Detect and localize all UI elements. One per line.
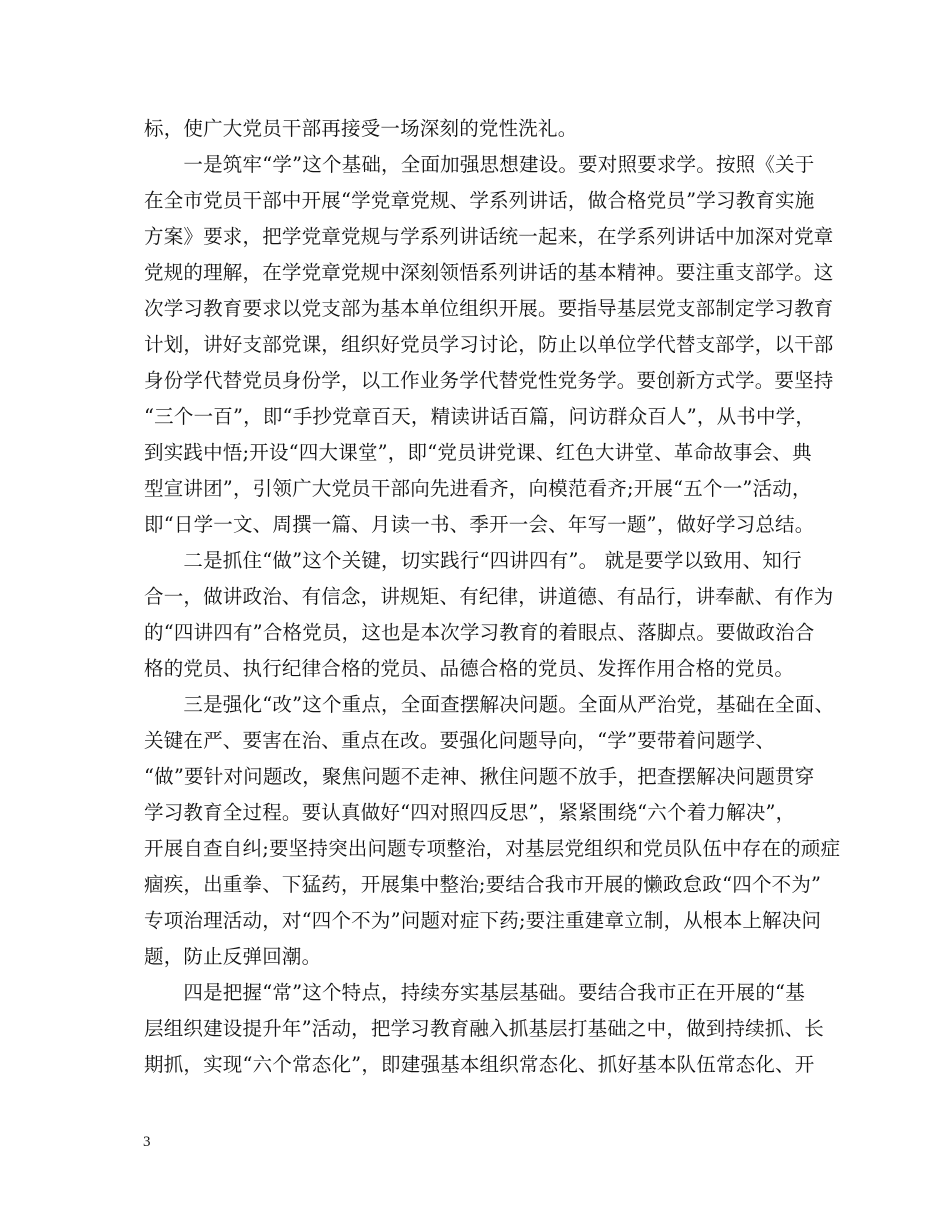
text-line: 计划，讲好支部党课，组织好党员学习讨论，防止以单位学代替支部学，以干部 — [144, 333, 834, 356]
text-line: 到实践中悟;开设“四大课堂”，即“党员讲党课、红色大讲堂、革命故事会、典 — [144, 441, 812, 464]
text-line: 身份学代替党员身份学，以工作业务学代替党性党务学。要创新方式学。要坚持 — [144, 369, 834, 392]
text-line: 题，防止反弹回潮。 — [144, 945, 322, 968]
text-line: 一是筑牢“学”这个基础，全面加强思想建设。要对照要求学。按照《关于 — [144, 153, 815, 176]
text-line: 格的党员、执行纪律合格的党员、品德合格的党员、发挥作用合格的党员。 — [144, 657, 795, 680]
text-line: 次学习教育要求以党支部为基本单位组织开展。要指导基层党支部制定学习教育 — [144, 297, 834, 320]
text-line: “三个一百”，即“手抄党章百天，精读讲话百篇，问访群众百人”，从书中学， — [144, 405, 816, 428]
text-line: “做”要针对问题改，聚焦问题不走神、揪住问题不放手，把查摆解决问题贯穿 — [144, 765, 815, 788]
text-line: 合一，做讲政治、有信念，讲规矩、有纪律，讲道德、有品行，讲奉献、有作为 — [144, 585, 834, 608]
text-line: 二是抓住“做”这个关键，切实践行“四讲四有”。 就是要学以致用、知行 — [144, 549, 802, 572]
text-line: 方案》要求，把学党章党规与学系列讲话统一起来，在学系列讲话中加深对党章 — [144, 225, 834, 248]
text-line: 在全市党员干部中开展“学党章党规、学系列讲话，做合格党员”学习教育实施 — [144, 189, 815, 212]
text-line: 即“日学一文、周撰一篇、月读一书、季开一会、年写一题”，做好学习总结。 — [144, 513, 815, 536]
page-number: 3 — [143, 1134, 151, 1150]
text-line: 开展自查自纠;要坚持突出问题专项整治，对基层党组织和党员队伍中存在的顽症 — [144, 837, 841, 860]
text-line: 专项治理活动，对“四个不为”问题对症下药;要注重建章立制，从根本上解决问 — [144, 909, 822, 932]
text-line: 痼疾，出重拳、下猛药，开展集中整治;要结合我市开展的懒政怠政“四个不为” — [144, 873, 822, 896]
text-line: 期抓，实现“六个常态化”，即建强基本组织常态化、抓好基本队伍常态化、开 — [144, 1053, 815, 1076]
text-line: 层组织建设提升年”活动，把学习教育融入抓基层打基础之中，做到持续抓、长 — [144, 1017, 824, 1040]
text-line: 学习教育全过程。要认真做好“四对照四反思”，紧紧围绕“六个着力解决”， — [144, 801, 796, 824]
text-line: 标，使广大党员干部再接受一场深刻的党性洗礼。 — [144, 117, 578, 140]
text-line: 关键在严、要害在治、重点在改。要强化问题导向，“学”要带着问题学、 — [144, 729, 776, 752]
text-line: 的“四讲四有”合格党员，这也是本次学习教育的着眼点、落脚点。要做政治合 — [144, 621, 815, 644]
text-line: 三是强化“改”这个重点，全面查摆解决问题。全面从严治党，基础在全面、 — [144, 693, 835, 716]
text-line: 四是把握“常”这个特点，持续夯实基层基础。要结合我市正在开展的“基 — [144, 981, 805, 1004]
text-line: 型宣讲团”，引领广大党员干部向先进看齐，向模范看齐;开展“五个一”活动， — [144, 477, 812, 500]
text-line: 党规的理解，在学党章党规中深刻领悟系列讲话的基本精神。要注重支部学。这 — [144, 261, 834, 284]
